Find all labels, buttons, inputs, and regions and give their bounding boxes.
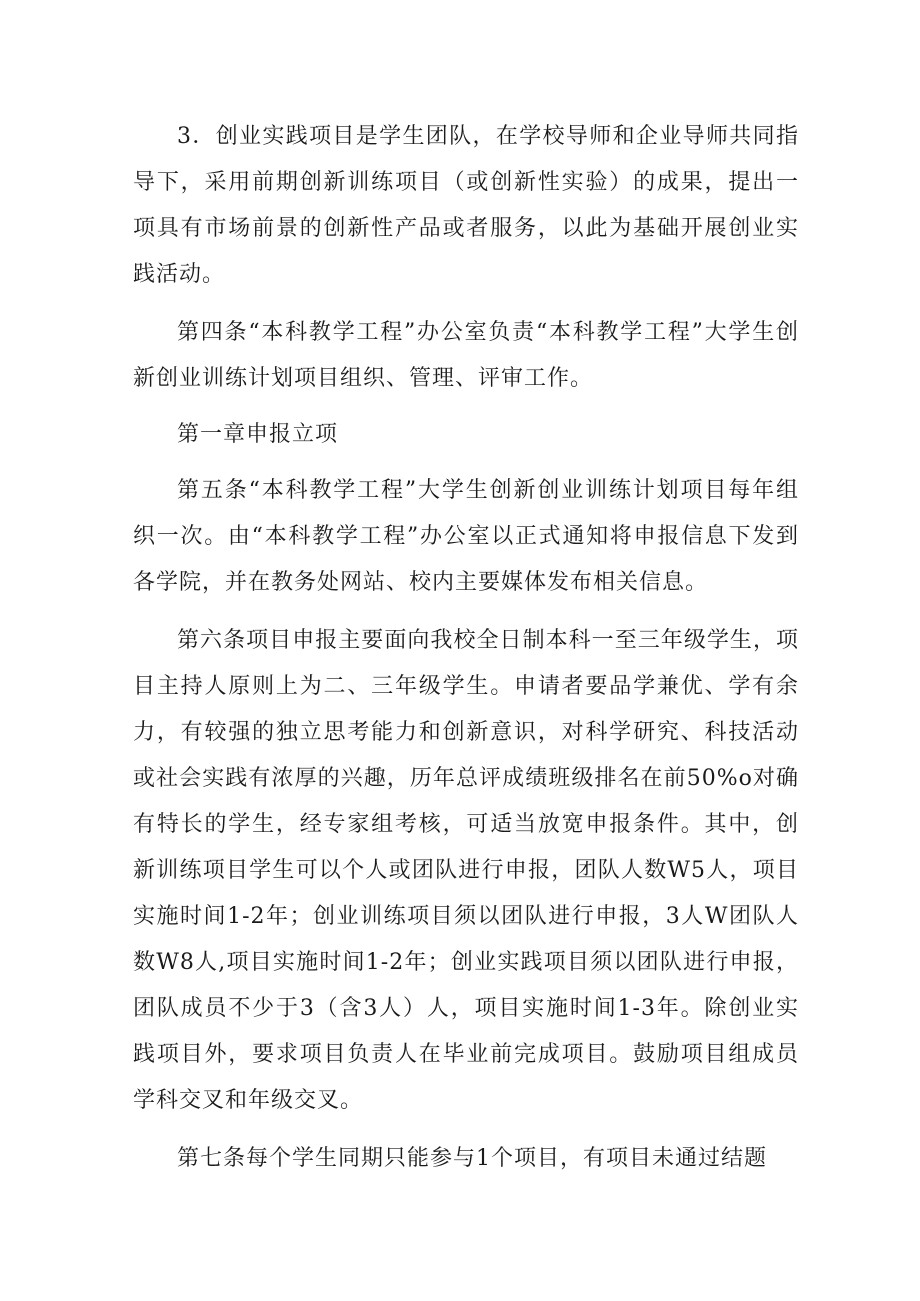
document-body (133, 114, 799, 1182)
chapter-heading-application: 第一章申报立项 (177, 422, 339, 447)
paragraph-startup-practice-project: 3．创业实践项目是学生团队，在学校导师和企业导师共同指导下，采用前期创新训练项目（或创新性实验）的成果，提出一项具有市场前景的创新性产品或者服务，以此为基础开展创业实践活动。 (133, 124, 799, 287)
paragraph-article-5: 第五条“本科教学工程”大学生创新创业训练计划项目每年组织一次。由“本科教学工程”办公室以正式通知将申报信息下发到各学院，并在教务处网站、校内主要媒体发布相关信息。 (133, 478, 799, 595)
paragraph-article-4: 第四条“本科教学工程”办公室负责“本科教学工程”大学生创新创业训练计划项目组织、管理、评审工作。 (133, 320, 799, 391)
paragraph-article-7: 第七条每个学生同期只能参与1个项目，有项目未通过结题 (177, 1146, 767, 1171)
paragraph-article-6: 第六条项目申报主要面向我校全日制本科一至三年级学生，项目主持人原则上为二、三年级学生。申请者要品学兼优、学有余力，有较强的独立思考能力和创新意识，对科学研究、科技活动或社会实践有浓厚的兴趣，历年总评成绩班级排名在前50%o对确有特长的学生，经专家组考核，可适当放宽申报条件。其中，创新训练项目学生可以个人或团队进行申报，团队人数W5人，项目实施时间1-2年；创业训练项目须以团队进行申报，3人W团队人数W8人,项目实施时间1-2年；创业实践项目须以团队进行申报，团队成员不少于3（含3人）人，项目实施时间1-3年。除创业实践项目外，要求项目负责人在毕业前完成项目。鼓励项目组成员学科交叉和年级交叉。 (133, 628, 799, 1113)
